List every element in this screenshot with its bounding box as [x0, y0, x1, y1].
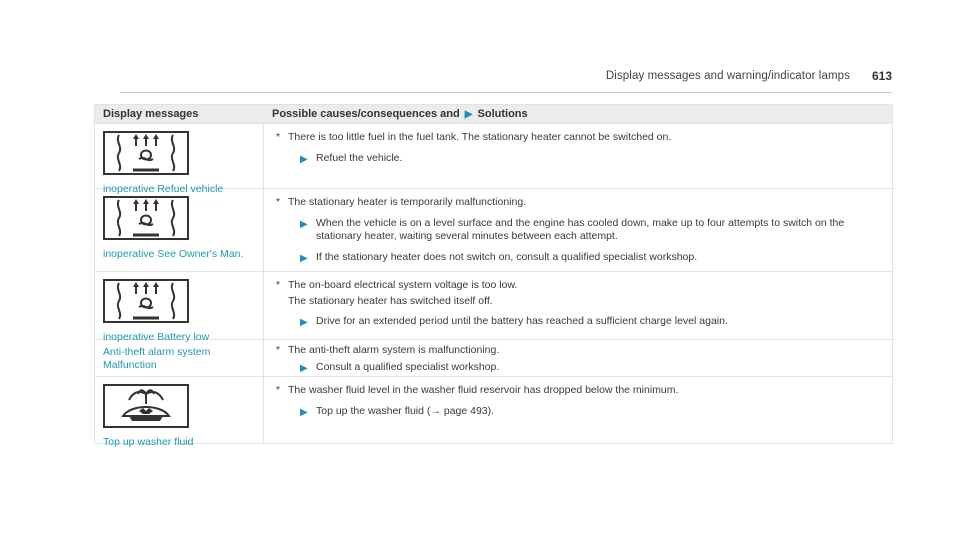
stationary-heater-icon [103, 131, 189, 175]
causes-solutions-cell [264, 340, 892, 376]
cause-text-value: There is too little fuel in the fuel tank. The stationary heater cannot be switched on. [288, 131, 672, 143]
play-icon: ▶ [300, 362, 308, 374]
table-row [95, 123, 892, 195]
causes-solutions-cell [264, 272, 892, 339]
display-message-text: Top up washer fluid [103, 436, 194, 448]
bullet-star: * [276, 196, 281, 208]
cause-text-value: The washer fluid level in the washer fluid reservoir has dropped below the minimum. [288, 384, 679, 396]
cause-text [276, 344, 892, 358]
bullet-star: * [276, 279, 281, 291]
play-icon: ▶ [300, 406, 308, 418]
table-header [95, 105, 892, 123]
col-header-causes-solutions [264, 105, 892, 123]
cause-text [276, 131, 892, 145]
display-message-text: inoperative Battery low [103, 331, 210, 343]
solution-text: Consult a qualified specialist workshop. [316, 360, 500, 373]
solution-step [276, 361, 892, 375]
cause-text-value: The on-board electrical system voltage is too low. [288, 279, 518, 291]
solution-step [276, 152, 892, 166]
solution-text: Refuel the vehicle. [316, 151, 403, 164]
messages-table [94, 104, 893, 448]
solution-step [276, 315, 892, 329]
stationary-heater-icon [103, 196, 189, 240]
col-header-solutions: Solutions [477, 108, 528, 120]
display-message-cell [95, 124, 264, 195]
solution-step [276, 405, 892, 419]
cause-text [276, 384, 892, 398]
solution-step [276, 251, 892, 265]
display-message-text: Anti-theft alarm system Malfunction [103, 346, 211, 371]
stationary-heater-icon [103, 279, 189, 323]
cause-text-value: The anti-theft alarm system is malfunctioning. [288, 344, 500, 356]
display-message-text: inoperative See Owner's Man. [103, 248, 244, 260]
display-message-cell [95, 189, 264, 271]
page-header [120, 66, 892, 93]
table-row [95, 271, 892, 343]
display-message-text: inoperative Refuel vehicle [103, 183, 224, 195]
solution-text: Drive for an extended period until the battery has reached a sufficient charge level again. [316, 315, 728, 327]
display-message-cell [95, 377, 264, 448]
col-header-display-messages: Display messages [103, 108, 199, 120]
solution-text: When the vehicle is on a level surface and the engine has cooled down, make up to four attempts to switch on the stationary heater, waiting several minutes between each attempt. [316, 216, 845, 242]
arrow-right-icon: → [430, 404, 441, 417]
cause-text-value: The stationary heater is temporarily malfunctioning. [288, 196, 527, 208]
solution-text-prefix: Top up the washer fluid ( [316, 404, 431, 417]
page-number: 613 [871, 69, 892, 83]
solution-step [276, 217, 892, 244]
table-row [95, 376, 892, 448]
causes-solutions-cell [264, 124, 892, 188]
cause-text [276, 279, 892, 293]
col-header-causes: Possible causes/consequences and [272, 108, 460, 120]
display-message-cell [95, 272, 264, 343]
bullet-star: * [276, 384, 281, 396]
washer-fluid-icon [103, 384, 189, 428]
cause-text [276, 196, 892, 210]
bullet-star: * [276, 131, 281, 143]
play-icon: ▶ [300, 317, 308, 328]
cause-extra-text: The stationary heater has switched itself off. [288, 294, 493, 307]
causes-solutions-cell [264, 189, 892, 271]
causes-solutions-cell [264, 377, 892, 443]
play-icon: ▶ [300, 153, 308, 165]
page-header-title: Display messages and warning/indicator lamps [605, 70, 850, 82]
play-icon: ▶ [464, 109, 473, 120]
play-icon: ▶ [300, 218, 308, 230]
play-icon: ▶ [300, 252, 308, 264]
table-row [95, 339, 892, 376]
solution-text-suffix: ). [487, 404, 495, 417]
display-message-cell [95, 340, 264, 376]
table-row [95, 188, 892, 271]
bullet-star: * [276, 344, 281, 356]
solution-text: If the stationary heater does not switch on, consult a qualified specialist workshop. [316, 250, 698, 263]
page-reference-link[interactable]: page 493 [443, 404, 488, 417]
